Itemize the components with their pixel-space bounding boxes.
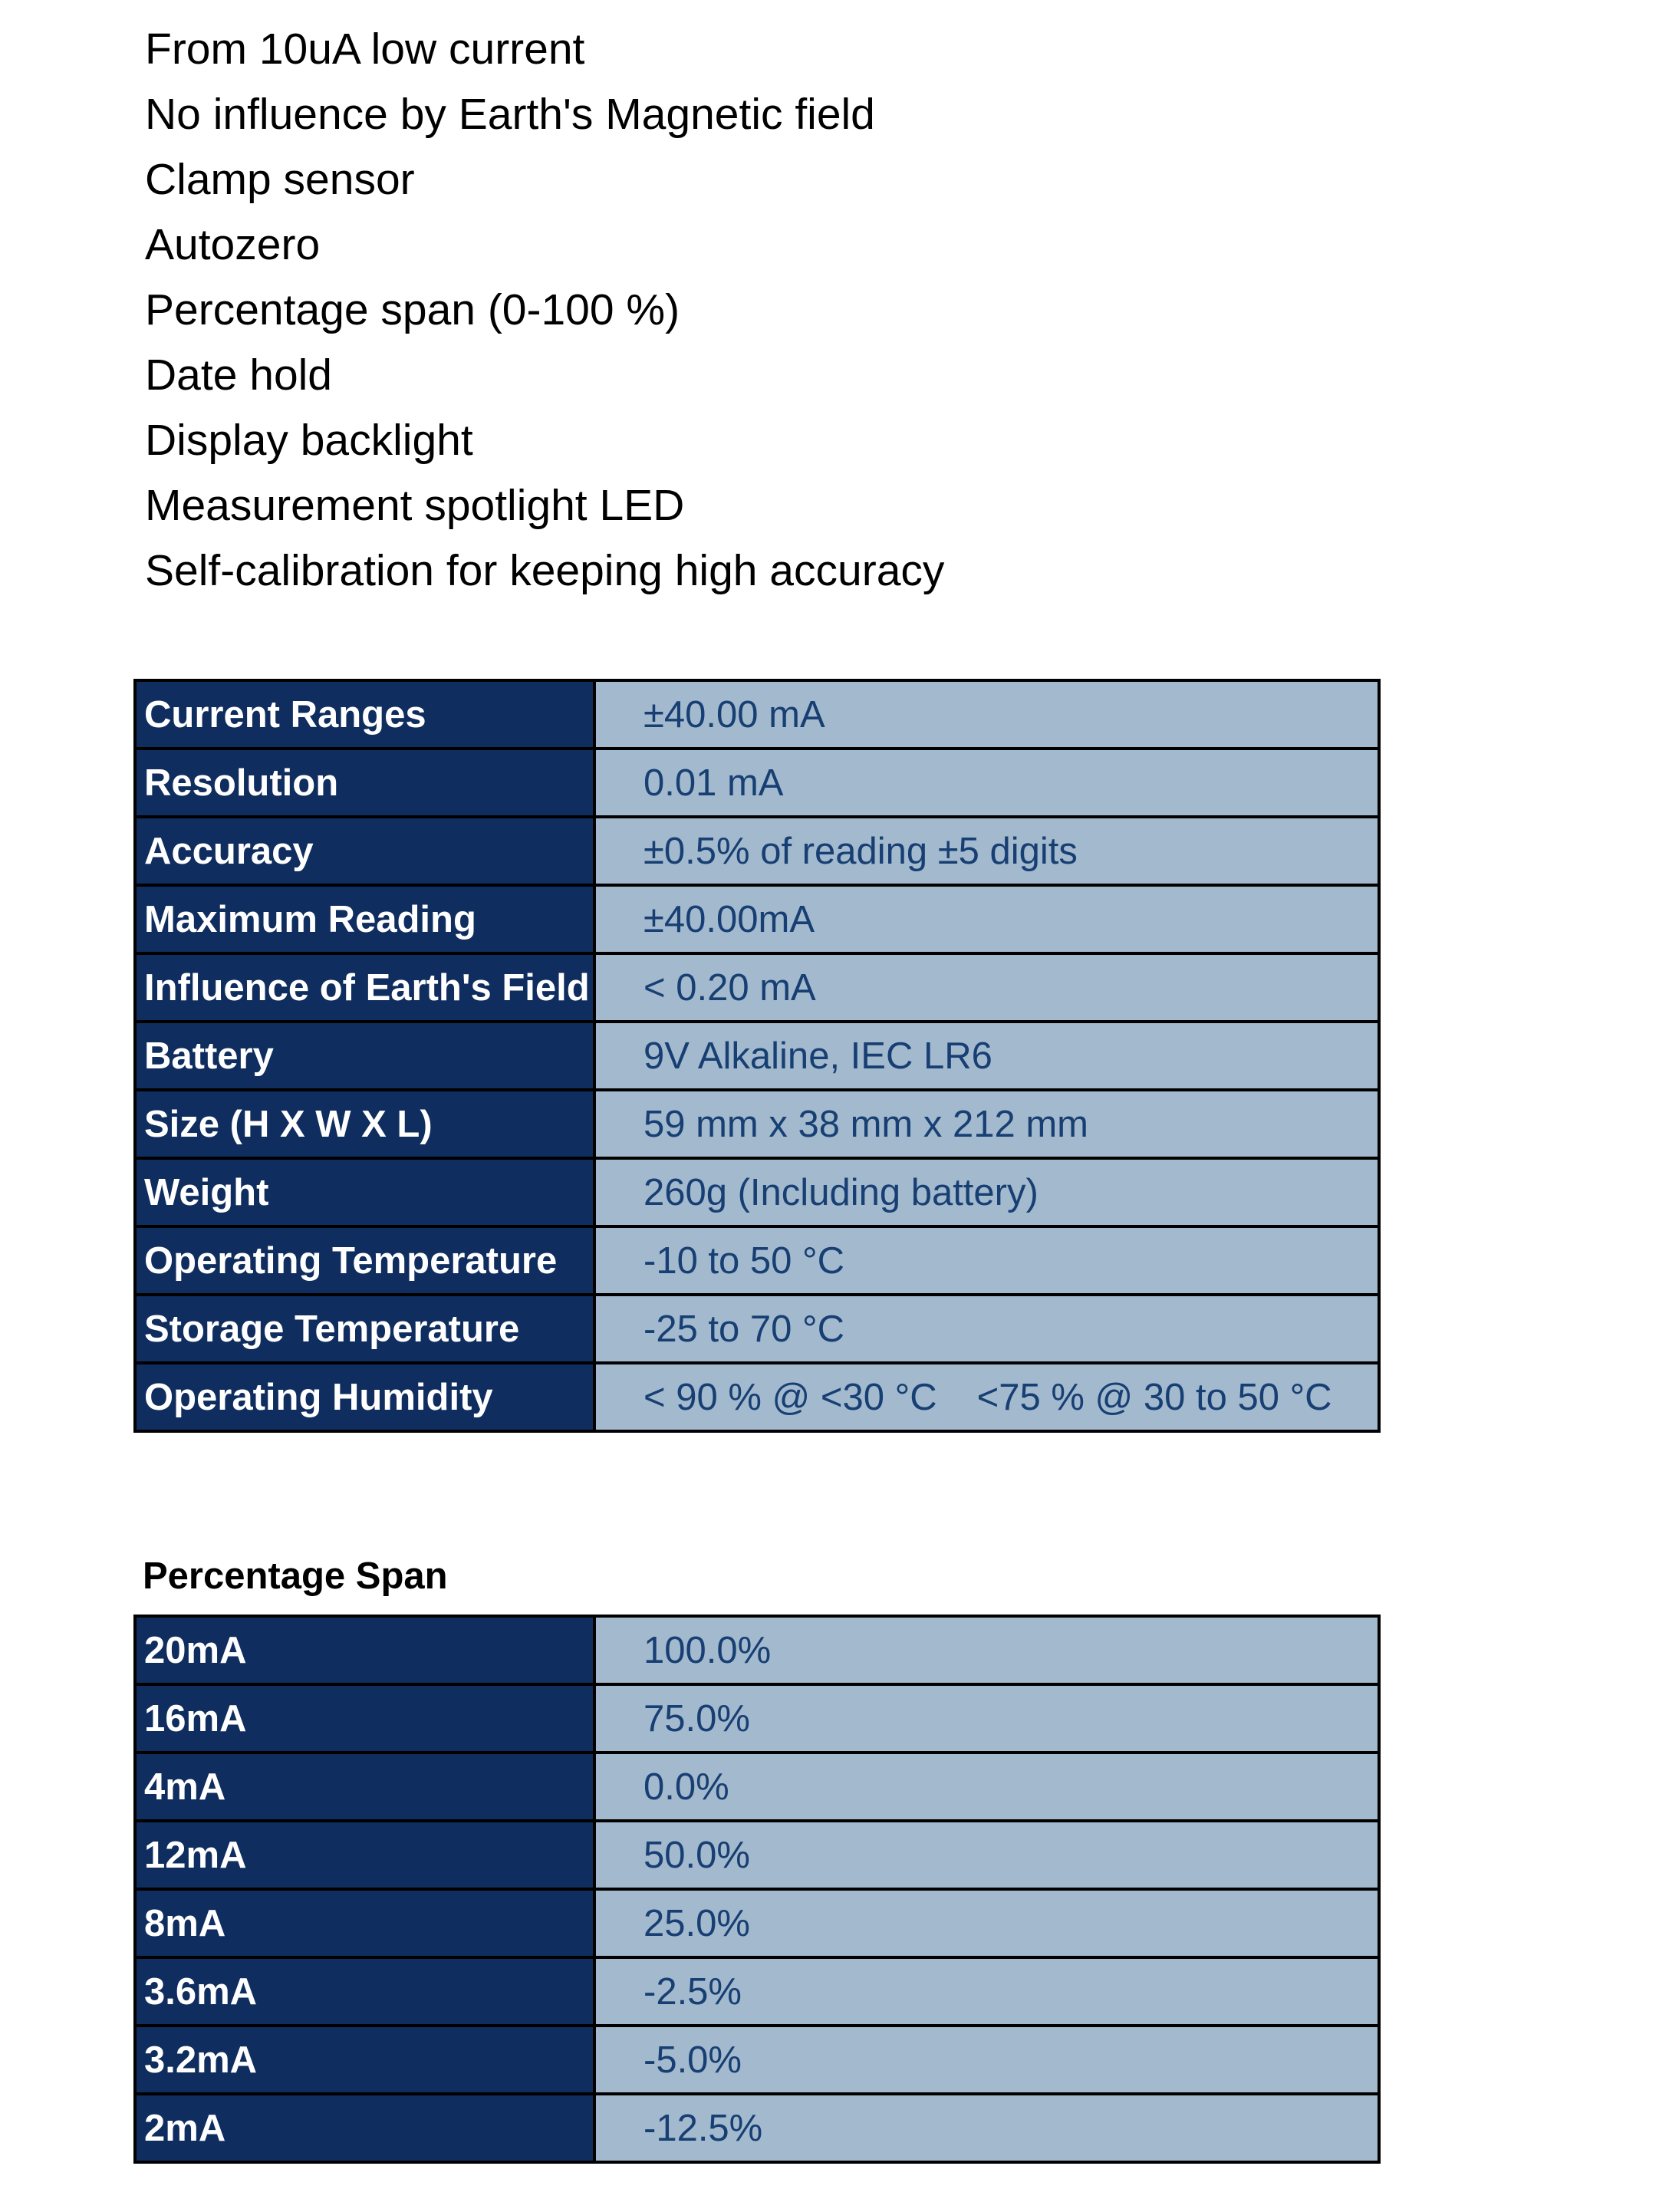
feature-item: Date hold bbox=[145, 351, 333, 400]
table-row bbox=[135, 1363, 1379, 1431]
span-current: 8mA bbox=[135, 1889, 594, 1957]
table-row bbox=[135, 1957, 1379, 2026]
table-row bbox=[135, 680, 1379, 749]
table-row bbox=[135, 1889, 1379, 1957]
spec-label: Maximum Reading bbox=[135, 885, 594, 953]
table-row bbox=[135, 2094, 1379, 2162]
table-row bbox=[135, 2026, 1379, 2094]
spec-value: ±40.00mA bbox=[594, 885, 1379, 953]
span-percent: 75.0% bbox=[594, 1684, 1379, 1753]
spec-label: Resolution bbox=[135, 749, 594, 817]
spec-value: 9V Alkaline, IEC LR6 bbox=[594, 1022, 1379, 1090]
spec-value: -25 to 70 °C bbox=[594, 1295, 1379, 1363]
feature-item: Self-calibration for keeping high accuracy bbox=[145, 546, 945, 595]
section-title: Percentage Span bbox=[143, 1555, 448, 1597]
spec-label: Influence of Earth's Field bbox=[135, 953, 594, 1022]
humidity-value-high: <75 % @ 30 to 50 °C bbox=[976, 1376, 1332, 1418]
feature-item: Clamp sensor bbox=[145, 155, 415, 204]
feature-item: No influence by Earth's Magnetic field bbox=[145, 90, 875, 139]
spec-label: Weight bbox=[135, 1158, 594, 1226]
spec-value: ±0.5% of reading ±5 digits bbox=[594, 817, 1379, 885]
span-current: 2mA bbox=[135, 2094, 594, 2162]
span-percent: 100.0% bbox=[594, 1616, 1379, 1684]
humidity-value-low: < 90 % @ <30 °C bbox=[644, 1376, 937, 1418]
spec-label: Accuracy bbox=[135, 817, 594, 885]
feature-item: Percentage span (0-100 %) bbox=[145, 285, 680, 334]
span-current: 12mA bbox=[135, 1821, 594, 1889]
span-current: 3.6mA bbox=[135, 1957, 594, 2026]
table-row bbox=[135, 885, 1379, 953]
table-row bbox=[135, 1821, 1379, 1889]
spec-label: Operating Humidity bbox=[135, 1363, 594, 1431]
table-row bbox=[135, 749, 1379, 817]
table-row bbox=[135, 1753, 1379, 1821]
span-percent: -5.0% bbox=[594, 2026, 1379, 2094]
feature-item: Measurement spotlight LED bbox=[145, 481, 685, 530]
spec-value: 59 mm x 38 mm x 212 mm bbox=[594, 1090, 1379, 1158]
span-percent: 0.0% bbox=[594, 1753, 1379, 1821]
table-row bbox=[135, 953, 1379, 1022]
span-percent: -12.5% bbox=[594, 2094, 1379, 2162]
spec-value: < 0.20 mA bbox=[594, 953, 1379, 1022]
specifications-table bbox=[133, 679, 1381, 1433]
percentage-span-table bbox=[133, 1615, 1381, 2164]
table-row bbox=[135, 1295, 1379, 1363]
table-row bbox=[135, 1090, 1379, 1158]
table-row bbox=[135, 1684, 1379, 1753]
table-row bbox=[135, 817, 1379, 885]
span-percent: 25.0% bbox=[594, 1889, 1379, 1957]
span-percent: -2.5% bbox=[594, 1957, 1379, 2026]
span-current: 3.2mA bbox=[135, 2026, 594, 2094]
spec-value bbox=[594, 1363, 1379, 1431]
spec-value: 260g (Including battery) bbox=[594, 1158, 1379, 1226]
table-row bbox=[135, 1022, 1379, 1090]
feature-list bbox=[145, 17, 944, 604]
spec-label: Size (H X W X L) bbox=[135, 1090, 594, 1158]
spec-label: Battery bbox=[135, 1022, 594, 1090]
feature-item: Display backlight bbox=[145, 416, 473, 465]
spec-value: 0.01 mA bbox=[594, 749, 1379, 817]
spec-label: Operating Temperature bbox=[135, 1226, 594, 1295]
spec-value: -10 to 50 °C bbox=[594, 1226, 1379, 1295]
span-current: 4mA bbox=[135, 1753, 594, 1821]
feature-item: From 10uA low current bbox=[145, 25, 585, 74]
span-current: 20mA bbox=[135, 1616, 594, 1684]
table-row bbox=[135, 1158, 1379, 1226]
feature-item: Autozero bbox=[145, 220, 321, 269]
table-row bbox=[135, 1226, 1379, 1295]
span-percent: 50.0% bbox=[594, 1821, 1379, 1889]
span-current: 16mA bbox=[135, 1684, 594, 1753]
table-row bbox=[135, 1616, 1379, 1684]
spec-label: Current Ranges bbox=[135, 680, 594, 749]
spec-value: ±40.00 mA bbox=[594, 680, 1379, 749]
spec-label: Storage Temperature bbox=[135, 1295, 594, 1363]
